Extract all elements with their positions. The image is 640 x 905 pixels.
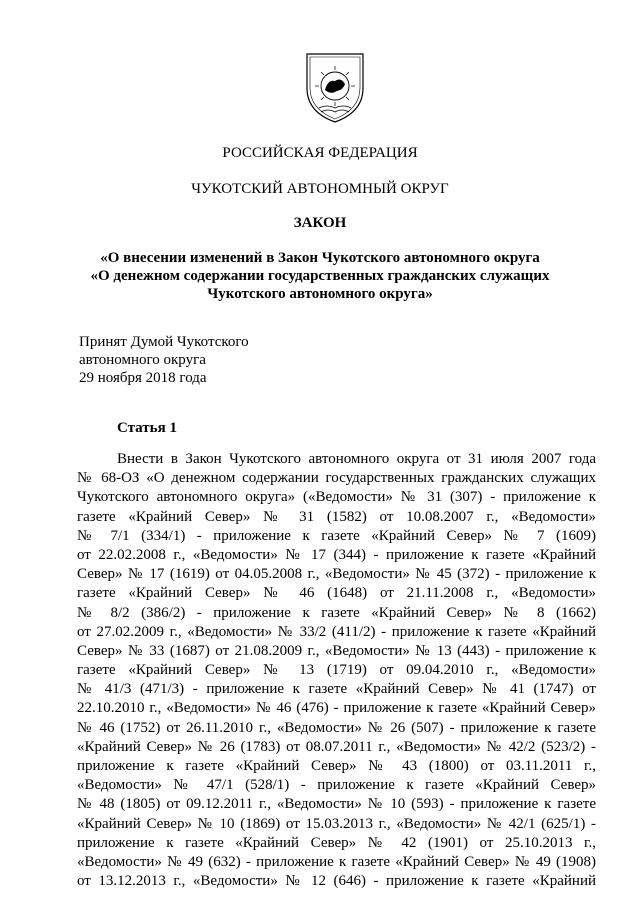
body-line: «Крайний Север» № 26 (1783) от 08.07.2011 г., «Ведомости» № 42/2 (523/2) -	[77, 738, 596, 755]
body-line: № 68-ОЗ «О денежном содержании государственных гражданских служащих	[77, 470, 596, 487]
body-line: № 46 (1752) от 26.11.2010 г., «Ведомости» № 26 (507) - приложение к газете	[77, 719, 596, 736]
adoption-block	[79, 333, 249, 387]
body-line: приложение к газете «Крайний Север» № 43 (1800) от 03.11.2011 г.,	[77, 758, 596, 774]
adoption-line: автономного округа	[79, 352, 206, 368]
country-heading: РОССИЙСКАЯ ФЕДЕРАЦИЯ	[222, 145, 418, 161]
article-title: Статья 1	[117, 420, 177, 436]
body-line: № 48 (1805) от 09.12.2011 г., «Ведомости» № 10 (593) - приложение к газете	[77, 796, 596, 813]
region-heading: ЧУКОТСКИЙ АВТОНОМНЫЙ ОКРУГ	[191, 181, 449, 197]
law-title-line: Чукотского автономного округа»	[207, 286, 433, 302]
adoption-line: Принят Думой Чукотского	[79, 334, 249, 350]
body-line: Север» № 33 (1687) от 21.08.2009 г., «Ведомости» № 13 (443) - приложение к	[77, 642, 596, 659]
body-line: приложение к газете «Крайний Север» № 42 (1901) от 25.10.2013 г.,	[77, 834, 596, 851]
body-line: «Ведомости» № 47/1 (528/1) - приложение к газете «Крайний Север»	[77, 777, 596, 794]
body-line: газете «Крайний Север» № 13 (1719) от 09.04.2010 г., «Ведомости»	[77, 662, 596, 679]
body-line: «Крайний Север» № 10 (1869) от 15.03.2013 г., «Ведомости» № 42/1 (625/1) -	[77, 815, 596, 832]
adoption-date: 29 ноября 2018 года	[79, 370, 207, 386]
body-line: Внести в Закон Чукотского автономного округа от 31 июля 2007 года	[117, 451, 596, 467]
body-line: № 8/2 (386/2) - приложение к газете «Крайний Север» № 8 (1662)	[77, 604, 596, 621]
body-line: Север» № 17 (1619) от 04.05.2008 г., «Ведомости» № 45 (372) - приложение к	[77, 566, 596, 583]
body-line: газете «Крайний Север» № 46 (1648) от 21.11.2008 г., «Ведомости»	[77, 585, 596, 602]
body-line: от 13.12.2013 г., «Ведомости» № 12 (646) - приложение к газете «Крайний	[77, 873, 596, 890]
article-body	[77, 450, 596, 891]
body-line: «Ведомости» № 49 (632) - приложение к газете «Крайний Север» № 49 (1908)	[77, 853, 596, 870]
law-title-line: «О денежном содержании государственных гражданских служащих	[90, 268, 550, 284]
body-line: от 27.02.2009 г., «Ведомости» № 33/2 (411/2) - приложение к газете «Крайний	[77, 623, 596, 640]
body-line: № 41/3 (471/3) - приложение к газете «Крайний Север» № 41 (1747) от	[77, 681, 596, 698]
body-line: № 7/1 (334/1) - приложение к газете «Крайний Север» № 7 (1609)	[77, 527, 596, 544]
chukotka-coat-of-arms-icon	[297, 46, 373, 126]
doc-type-heading: ЗАКОН	[293, 215, 347, 231]
body-line: 22.10.2010 г., «Ведомости» № 46 (476) - приложение к газете «Крайний Север»	[77, 700, 596, 717]
body-line: от 22.02.2008 г., «Ведомости» № 17 (344) - приложение к газете «Крайний	[77, 546, 596, 563]
body-line: газете «Крайний Север» № 31 (1582) от 10.08.2007 г., «Ведомости»	[77, 508, 596, 525]
body-line: Чукотского автономного округа» («Ведомости» № 31 (307) - приложение к	[77, 489, 596, 506]
law-title-line: «О внесении изменений в Закон Чукотского автономного округа	[100, 250, 540, 266]
